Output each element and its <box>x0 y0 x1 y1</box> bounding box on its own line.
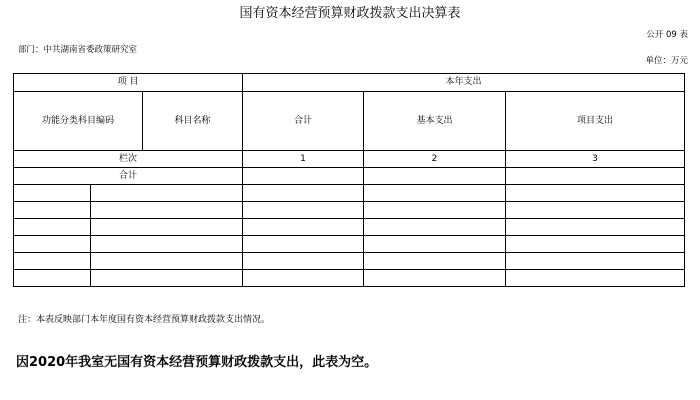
header-row-1 <box>14 74 685 92</box>
row-total-cell <box>243 253 364 270</box>
index-row <box>14 151 685 168</box>
row-total-cell <box>243 202 364 219</box>
row-basic-cell <box>364 270 506 287</box>
row-basic-cell <box>364 253 506 270</box>
department-label: 部门：中共湖南省委政策研究室 <box>18 45 138 55</box>
row-project-cell <box>506 270 685 287</box>
row-basic-cell <box>364 202 506 219</box>
index-cell-1: 1 <box>243 151 364 168</box>
row-basic-cell <box>364 219 506 236</box>
row-basic-cell <box>364 236 506 253</box>
row-name-cell <box>91 236 243 253</box>
unit-label: 单位：万元 <box>645 56 688 66</box>
table-row <box>14 236 685 253</box>
row-code-cell <box>14 219 91 236</box>
table-row <box>14 185 685 202</box>
budget-expenditure-table <box>13 73 685 287</box>
header-row-2 <box>14 92 685 151</box>
header-current-year-cell: 本年支出 <box>243 74 685 92</box>
total-label-cell: 合计 <box>14 168 243 185</box>
header-project-cell: 项 目 <box>14 74 243 92</box>
header-function-code-cell: 功能分类科目编码 <box>14 92 143 151</box>
index-cell-2: 2 <box>364 151 506 168</box>
report-title: 国有资本经营预算财政拨款支出决算表 <box>239 6 461 21</box>
table-note: 注：本表反映部门本年度国有资本经营预算财政拨款支出情况。 <box>18 315 271 325</box>
row-name-cell <box>91 253 243 270</box>
row-code-cell <box>14 236 91 253</box>
index-cell-3: 3 <box>506 151 685 168</box>
row-code-cell <box>14 270 91 287</box>
table-row <box>14 219 685 236</box>
row-project-cell <box>506 219 685 236</box>
empty-table-statement: 因2020年我室无国有资本经营预算财政拨款支出，此表为空。 <box>16 355 378 370</box>
row-basic-cell <box>364 185 506 202</box>
row-name-cell <box>91 185 243 202</box>
table-row <box>14 270 685 287</box>
form-code: 公开 09 表 <box>646 30 688 40</box>
table-row <box>14 202 685 219</box>
row-code-cell <box>14 185 91 202</box>
index-label-cell: 栏次 <box>14 151 243 168</box>
row-total-cell <box>243 185 364 202</box>
row-name-cell <box>91 270 243 287</box>
total-row <box>14 168 685 185</box>
row-project-cell <box>506 236 685 253</box>
row-name-cell <box>91 202 243 219</box>
row-project-cell <box>506 202 685 219</box>
total-project-cell <box>506 168 685 185</box>
row-total-cell <box>243 270 364 287</box>
row-code-cell <box>14 253 91 270</box>
total-basic-cell <box>364 168 506 185</box>
header-subject-name-cell: 科目名称 <box>143 92 243 151</box>
row-code-cell <box>14 202 91 219</box>
header-total-cell: 合计 <box>243 92 364 151</box>
table-row <box>14 253 685 270</box>
header-basic-cell: 基本支出 <box>364 92 506 151</box>
row-total-cell <box>243 236 364 253</box>
row-project-cell <box>506 185 685 202</box>
total-sum-cell <box>243 168 364 185</box>
row-project-cell <box>506 253 685 270</box>
row-total-cell <box>243 219 364 236</box>
header-project-expenditure-cell: 项目支出 <box>506 92 685 151</box>
row-name-cell <box>91 219 243 236</box>
